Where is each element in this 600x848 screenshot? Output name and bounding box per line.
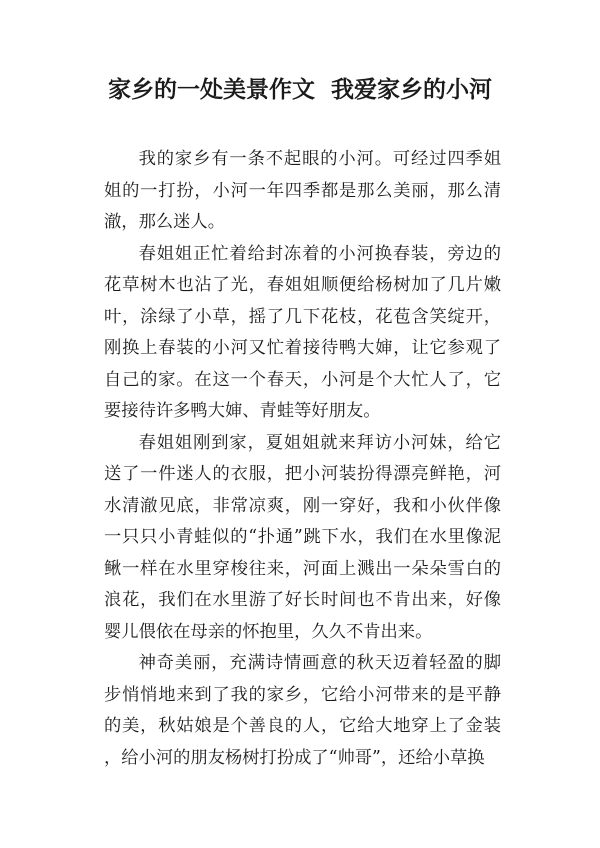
paragraph-1: 我的家乡有一条不起眼的小河。可经过四季姐姐的一打扮，小河一年四季都是那么美丽，那么清澈，那么迷人。 [104, 149, 501, 232]
document-body [104, 144, 501, 774]
document-title: 家乡的一处美景作文 我爱家乡的小河 [107, 77, 492, 103]
paragraph-2: 春姐姐正忙着给封冻着的小河换春装，旁边的花草树木也沾了光，春姐姐顺便给杨树加了几片嫩叶，涂绿了小草，摇了几下花枝，花苞含笑绽开，刚换上春装的小河又忙着接待鸭大婶，让它参观了自己的家。在这一个春天，小河是个大忙人了，它要接待许多鸭大婶、青蛙等好朋友。 [104, 243, 501, 421]
paragraph-4: 神奇美丽，充满诗情画意的秋天迈着轻盈的脚步悄悄地来到了我的家乡，它给小河带来的是平静的美，秋姑娘是个善良的人，它给大地穿上了金装，给小河的朋友杨树打扮成了“帅哥”，还给小草换 [104, 653, 501, 768]
paragraph-3: 春姐姐刚到家，夏姐姐就来拜访小河妹，给它送了一件迷人的衣服，把小河装扮得漂亮鲜艳，河水清澈见底，非常凉爽，刚一穿好，我和小伙伴像一只只小青蛙似的“扑通”跳下水，我们在水里像泥鳅一样在水里穿梭往来，河面上溅出一朵朵雪白的浪花，我们在水里游了好长时间也不肯出来，好像婴儿偎依在母亲的怀抱里，久久不肯出来。 [104, 432, 501, 642]
